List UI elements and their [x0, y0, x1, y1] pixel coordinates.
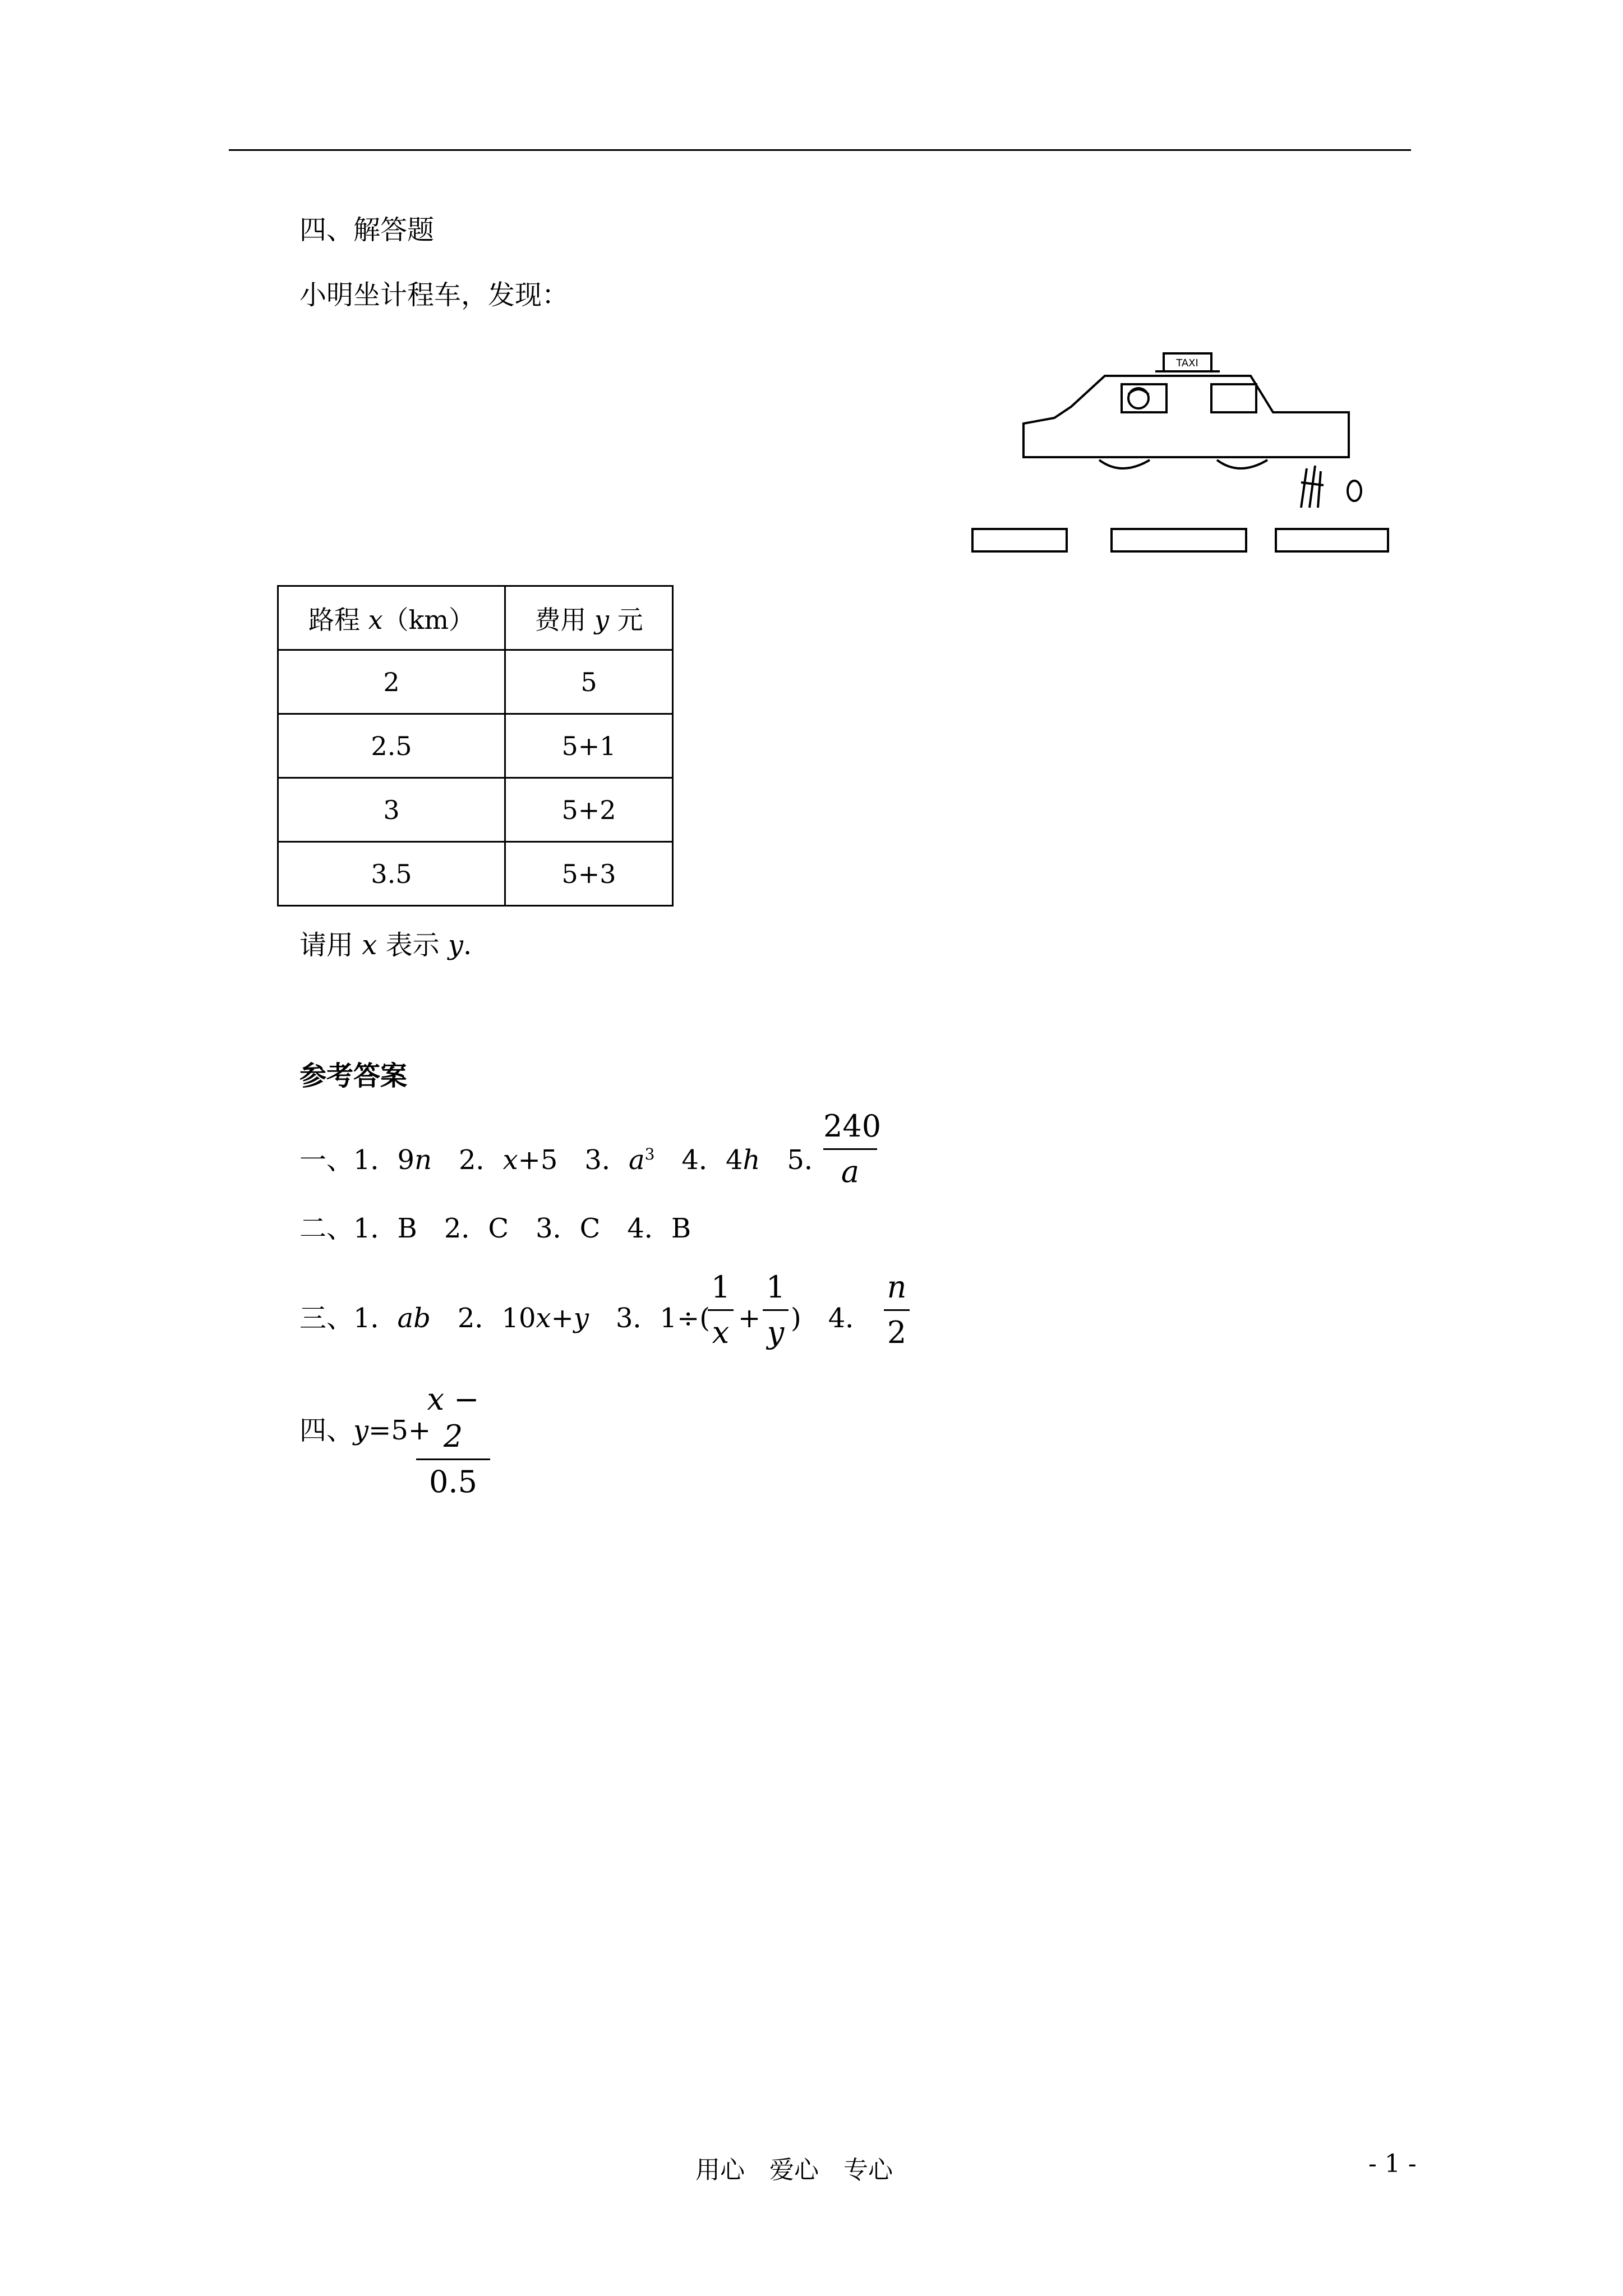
problem-intro: 小明坐计程车，发现：: [299, 279, 569, 311]
cell-distance: 2.5: [278, 714, 505, 778]
taxi-illustration: [970, 351, 1396, 564]
road-marker: [1112, 529, 1246, 551]
footer-motto: 用心 爱心 专心: [695, 2156, 893, 2184]
fraction-x-minus-2-over-0.5: x − 2 0.5: [416, 1381, 490, 1501]
taxi-body: [1023, 376, 1349, 457]
question-text: 请用 x 表示 y.: [299, 930, 472, 961]
pedestrian: [1301, 466, 1324, 508]
fraction-n-over-2: n 2: [884, 1269, 910, 1351]
section-title: 四、解答题: [299, 214, 435, 246]
fraction-1-over-y: 1 y: [763, 1269, 789, 1351]
answer-line-3-close: ) 4．: [791, 1303, 873, 1334]
cell-fare: 5: [505, 650, 673, 714]
taxi-wheel-rear: [1217, 460, 1267, 468]
header-rule: [229, 149, 1411, 151]
table-row: [278, 842, 673, 906]
table-row: [278, 650, 673, 714]
road-marker: [1276, 529, 1388, 551]
cell-distance: 3.5: [278, 842, 505, 906]
taxi-window-rear: [1211, 384, 1256, 412]
fare-table: [277, 585, 674, 907]
plus-sign: +: [738, 1303, 761, 1334]
fraction-1-over-x: 1 x: [708, 1269, 734, 1351]
table-row: [278, 778, 673, 842]
answer-line-4: 四、y=5+: [299, 1415, 431, 1446]
cell-fare: 5+1: [505, 714, 673, 778]
cell-fare: 5+2: [505, 778, 673, 842]
answer-line-1: 一、1．9n 2．x+5 3．$a^3$ 4．4h 5．: [299, 1144, 831, 1176]
cell-distance: 3: [278, 778, 505, 842]
fraction-240-over-a: 240 a: [823, 1108, 882, 1189]
cell-fare: 5+3: [505, 842, 673, 906]
header-fare: 费用 y 元: [505, 586, 673, 650]
page-number: - 1 -: [1368, 2150, 1417, 2178]
table-header-row: [278, 586, 673, 650]
answer-line-2: 二、1．B 2．C 3．C 4．B: [299, 1213, 691, 1244]
answers-title: 参考答案: [299, 1060, 408, 1092]
taxi-wheel-front: [1099, 460, 1150, 468]
taxi-sign-label: TAXI: [1176, 357, 1198, 369]
answer-line-3: 三、1．ab 2．10x+y 3．1÷(: [299, 1303, 710, 1334]
header-distance: 路程 x（km）: [278, 586, 505, 650]
table-row: [278, 714, 673, 778]
cell-distance: 2: [278, 650, 505, 714]
road-marker: [972, 529, 1067, 551]
